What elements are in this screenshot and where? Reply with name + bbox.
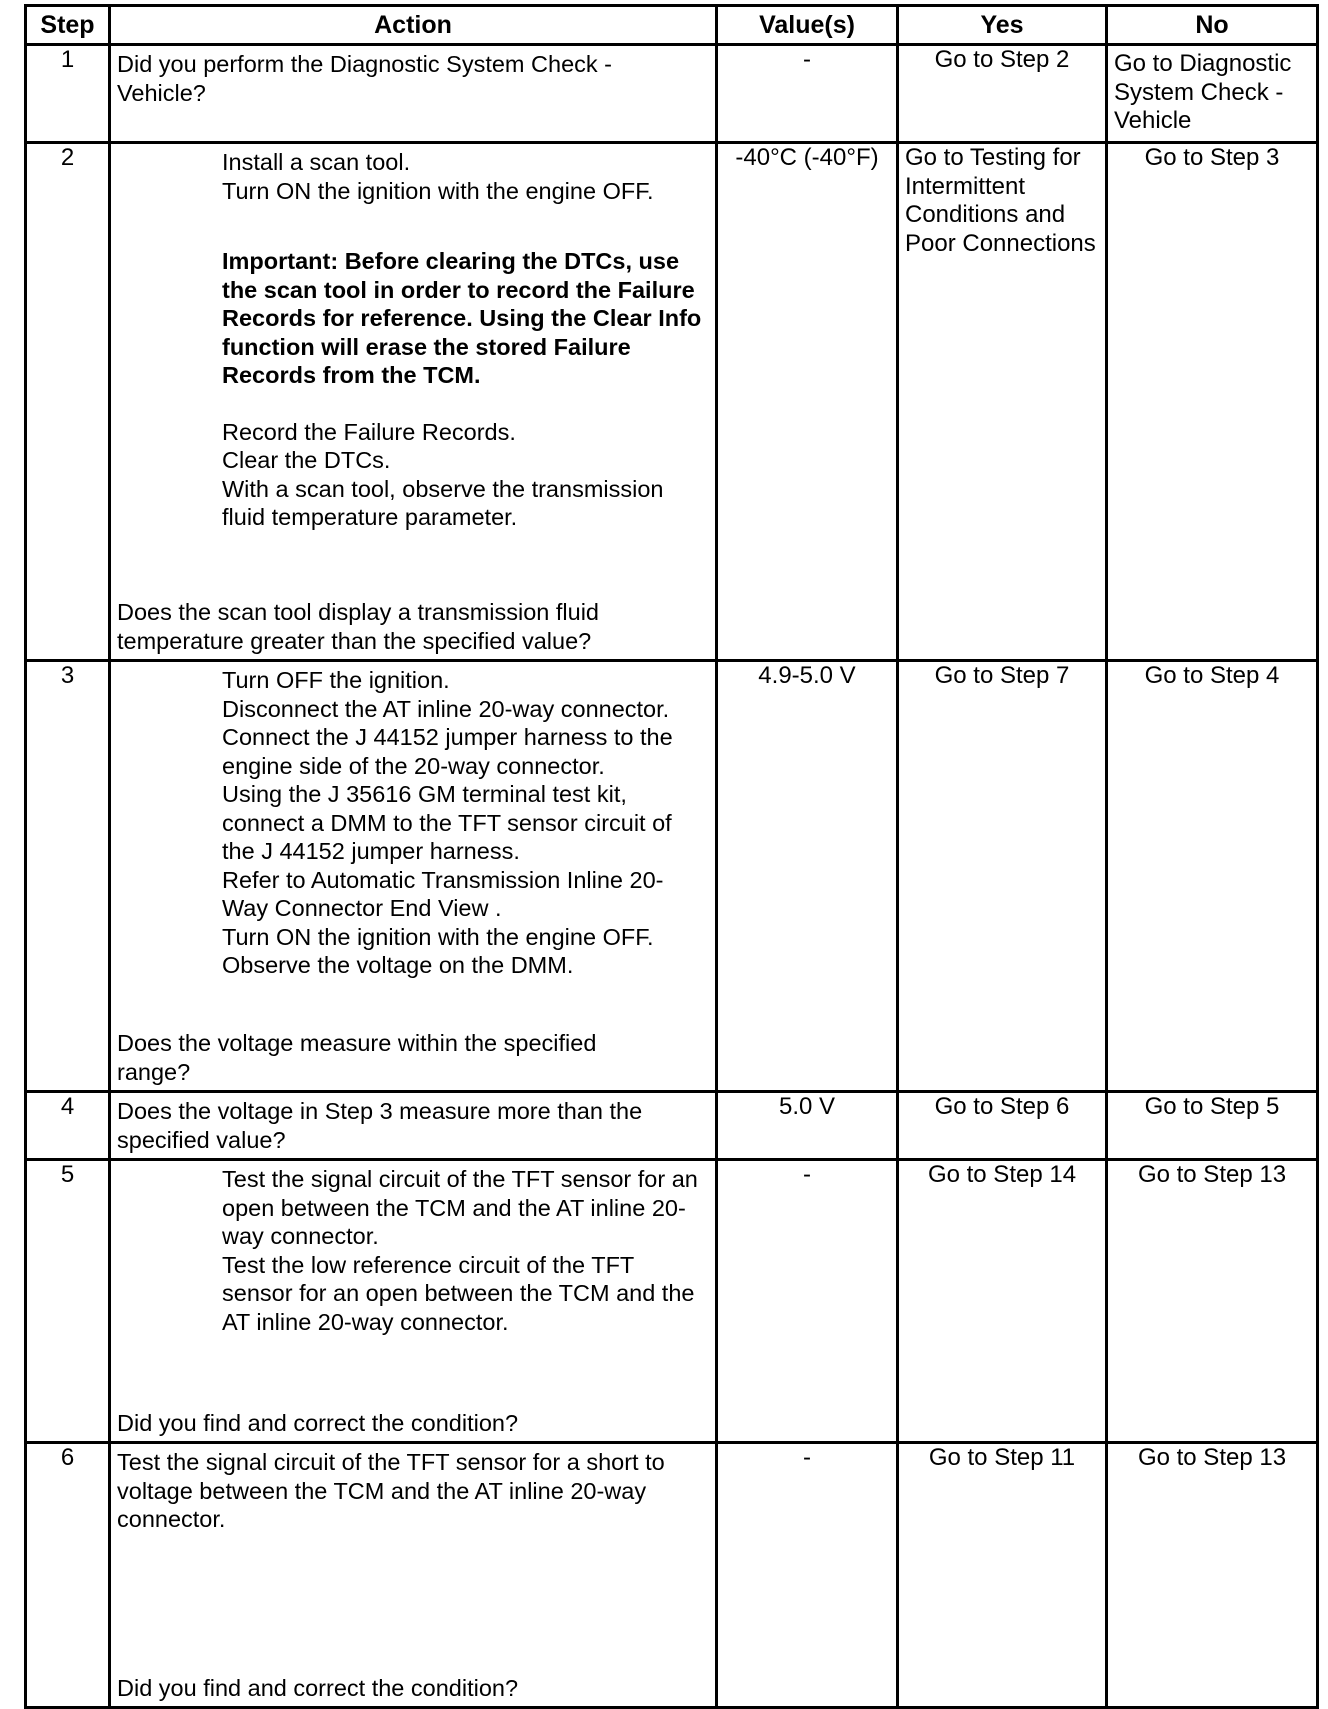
instruction-item: Turn ON the ignition with the engine OFF. xyxy=(222,177,654,204)
no-cell xyxy=(1107,1160,1318,1443)
action-question: Does the voltage measure within the specified range? xyxy=(117,1030,597,1085)
action-question: Did you perform the Diagnostic System Check - Vehicle? xyxy=(117,51,612,106)
value-cell: 5.0 V xyxy=(717,1092,898,1160)
yes-cell xyxy=(898,1092,1107,1160)
instruction-item: Turn OFF the ignition. xyxy=(222,667,450,693)
instruction-list xyxy=(117,1165,707,1336)
action-cell xyxy=(110,1160,717,1443)
instruction-item: Turn ON the ignition with the engine OFF. xyxy=(222,923,654,950)
instruction-item: Connect the J 44152 jumper harness to the engine side of the 20-way connector. xyxy=(222,724,673,779)
value-cell: 4.9-5.0 V xyxy=(717,661,898,1092)
no-link[interactable]: Go to Step 13 xyxy=(1137,1444,1287,1471)
table-row xyxy=(26,1160,1318,1443)
yes-link[interactable]: Go to Step 2 xyxy=(934,46,1070,73)
action-question: Does the scan tool display a transmission fluid temperature greater than the specified value? xyxy=(117,599,599,654)
action-cell xyxy=(110,143,717,661)
action-cell xyxy=(110,661,717,1092)
instruction-item: Record the Failure Records. xyxy=(222,418,516,445)
table-row xyxy=(26,1443,1318,1708)
no-link[interactable]: Go to Step 3 xyxy=(1144,144,1280,171)
yes-link[interactable]: Go to Testing for Intermittent Conditions and Poor Connections xyxy=(905,144,1096,257)
table-row xyxy=(26,661,1318,1092)
no-cell xyxy=(1107,1443,1318,1708)
instruction-item: Clear the DTCs. xyxy=(222,447,391,473)
value-cell: - xyxy=(717,45,898,143)
yes-cell xyxy=(898,1160,1107,1443)
action-cell xyxy=(110,45,717,143)
action-cell xyxy=(110,1092,717,1160)
no-cell xyxy=(1107,45,1318,143)
no-cell xyxy=(1107,143,1318,661)
diagnostic-table xyxy=(24,4,1319,1709)
action-question: Does the voltage in Step 3 measure more than the specified value? xyxy=(117,1098,643,1153)
yes-cell xyxy=(898,143,1107,661)
header-no: No xyxy=(1107,6,1318,45)
action-question: Did you find and correct the condition? xyxy=(117,1409,519,1436)
yes-link[interactable]: Go to Step 14 xyxy=(927,1161,1077,1188)
header-step: Step xyxy=(26,6,110,45)
instruction-item: Refer to Automatic Transmission Inline 20-Way Connector End View . xyxy=(222,866,664,921)
instruction-list xyxy=(117,148,707,532)
header-row xyxy=(26,6,1318,45)
instruction-item: Test the signal circuit of the TFT sensor for a short to voltage between the TCM and the AT inline 20-way connector. xyxy=(117,1449,665,1532)
instruction-item: Test the signal circuit of the TFT sensor for an open between the TCM and the AT inline 20-way connector. xyxy=(222,1166,698,1249)
yes-link[interactable]: Go to Step 11 xyxy=(928,1444,1076,1471)
yes-link[interactable]: Go to Step 7 xyxy=(934,662,1070,689)
no-link[interactable]: Go to Step 13 xyxy=(1137,1161,1287,1188)
instruction-item: Using the J 35616 GM terminal test kit, connect a DMM to the TFT sensor circuit of the J 44152 jumper harness. xyxy=(222,781,672,864)
yes-cell xyxy=(898,661,1107,1092)
no-cell xyxy=(1107,661,1318,1092)
step-number: 6 xyxy=(26,1443,110,1708)
instruction-list xyxy=(117,666,707,980)
yes-cell xyxy=(898,1443,1107,1708)
step-number: 4 xyxy=(26,1092,110,1160)
no-link[interactable]: Go to Step 5 xyxy=(1144,1093,1280,1120)
value-cell: - xyxy=(717,1443,898,1708)
step-number: 1 xyxy=(26,45,110,143)
table-row xyxy=(26,143,1318,661)
instruction-item: Disconnect the AT inline 20-way connector. xyxy=(222,695,670,722)
header-action: Action xyxy=(110,6,717,45)
header-yes: Yes xyxy=(898,6,1107,45)
table-row xyxy=(26,45,1318,143)
no-cell xyxy=(1107,1092,1318,1160)
step-number: 2 xyxy=(26,143,110,661)
value-cell: - xyxy=(717,1160,898,1443)
instruction-item: Observe the voltage on the DMM. xyxy=(222,952,574,978)
yes-cell xyxy=(898,45,1107,143)
yes-link[interactable]: Go to Step 6 xyxy=(934,1093,1070,1120)
no-link[interactable]: Go to Step 4 xyxy=(1144,662,1280,689)
important-note: Important: Before clearing the DTCs, use the scan tool in order to record the Failure Records for reference. Using the Clear Info function will erase the stored Failure Records from the TCM. xyxy=(222,248,702,388)
step-number: 3 xyxy=(26,661,110,1092)
value-cell: -40°C (-40°F) xyxy=(717,143,898,661)
instruction-item: Test the low reference circuit of the TFT sensor for an open between the TCM and the AT inline 20-way connector. xyxy=(222,1251,695,1335)
action-cell xyxy=(110,1443,717,1708)
header-values: Value(s) xyxy=(717,6,898,45)
step-number: 5 xyxy=(26,1160,110,1443)
table-row xyxy=(26,1092,1318,1160)
action-question: Did you find and correct the condition? xyxy=(117,1674,519,1701)
instruction-item: Install a scan tool. xyxy=(222,149,411,175)
no-link[interactable]: Go to Diagnostic System Check - Vehicle xyxy=(1114,50,1292,134)
instruction-item: With a scan tool, observe the transmission fluid temperature parameter. xyxy=(222,475,664,530)
